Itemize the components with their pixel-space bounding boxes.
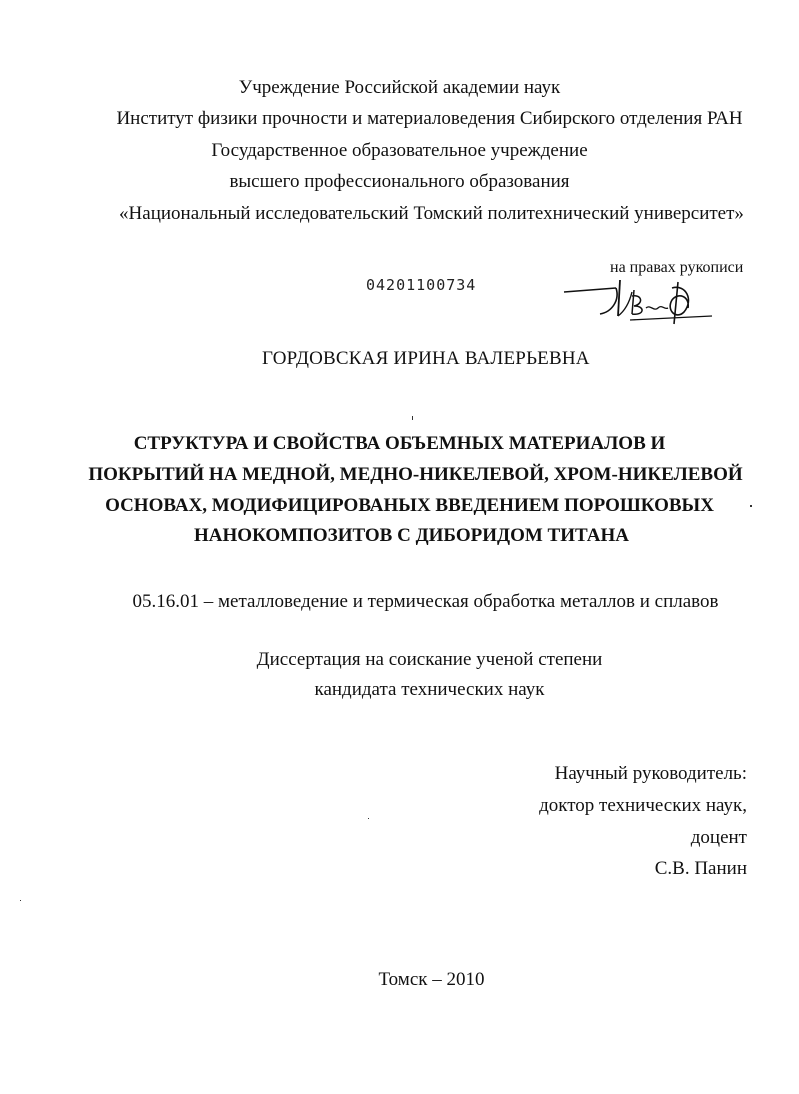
supervisor-name: С.В. Панин [654,858,747,879]
supervisor-degree: доктор технических наук, [539,795,747,816]
institution-line-3: Государственное образовательное учреждение [211,140,588,161]
scan-speck [20,900,21,901]
thesis-title-line-3: ОСНОВАХ, МОДИФИЦИРОВАНЫХ ВВЕДЕНИЕМ ПОРОШКОВЫХ [105,495,714,516]
supervisor-rank: доцент [690,827,747,848]
scan-speck [750,505,752,507]
thesis-title-line-4: НАНОКОМПОЗИТОВ С ДИБОРИДОМ ТИТАНА [194,525,629,546]
specialty-code: 05.16.01 – металловедение и термическая обработка металлов и сплавов [132,591,719,612]
scan-speck [412,416,413,420]
signature-icon [560,270,720,330]
supervisor-label: Научный руководитель: [554,763,747,784]
archive-number: 04201100734 [366,276,477,294]
thesis-title-line-2: ПОКРЫТИЙ НА МЕДНОЙ, МЕДНО-НИКЕЛЕВОЙ, ХРОМ-НИКЕЛЕВОЙ [88,464,743,485]
rights-note: на правах рукописи [610,259,744,276]
scan-speck [368,818,369,819]
institution-line-1: Учреждение Российской академии наук [238,77,561,98]
degree-line-2: кандидата технических наук [314,679,545,700]
degree-line-1: Диссертация на соискание ученой степени [256,649,603,670]
city-year: Томск – 2010 [378,969,485,990]
author-name: ГОРДОВСКАЯ ИРИНА ВАЛЕРЬЕВНА [262,348,590,369]
institution-line-2: Институт физики прочности и материаловедения Сибирского отделения РАН [116,108,743,129]
institution-line-5: «Национальный исследовательский Томский политехнический университет» [119,203,744,224]
institution-line-4: высшего профессионального образования [229,171,570,192]
thesis-title-line-1: СТРУКТУРА И СВОЙСТВА ОБЪЕМНЫХ МАТЕРИАЛОВ И [133,433,666,454]
